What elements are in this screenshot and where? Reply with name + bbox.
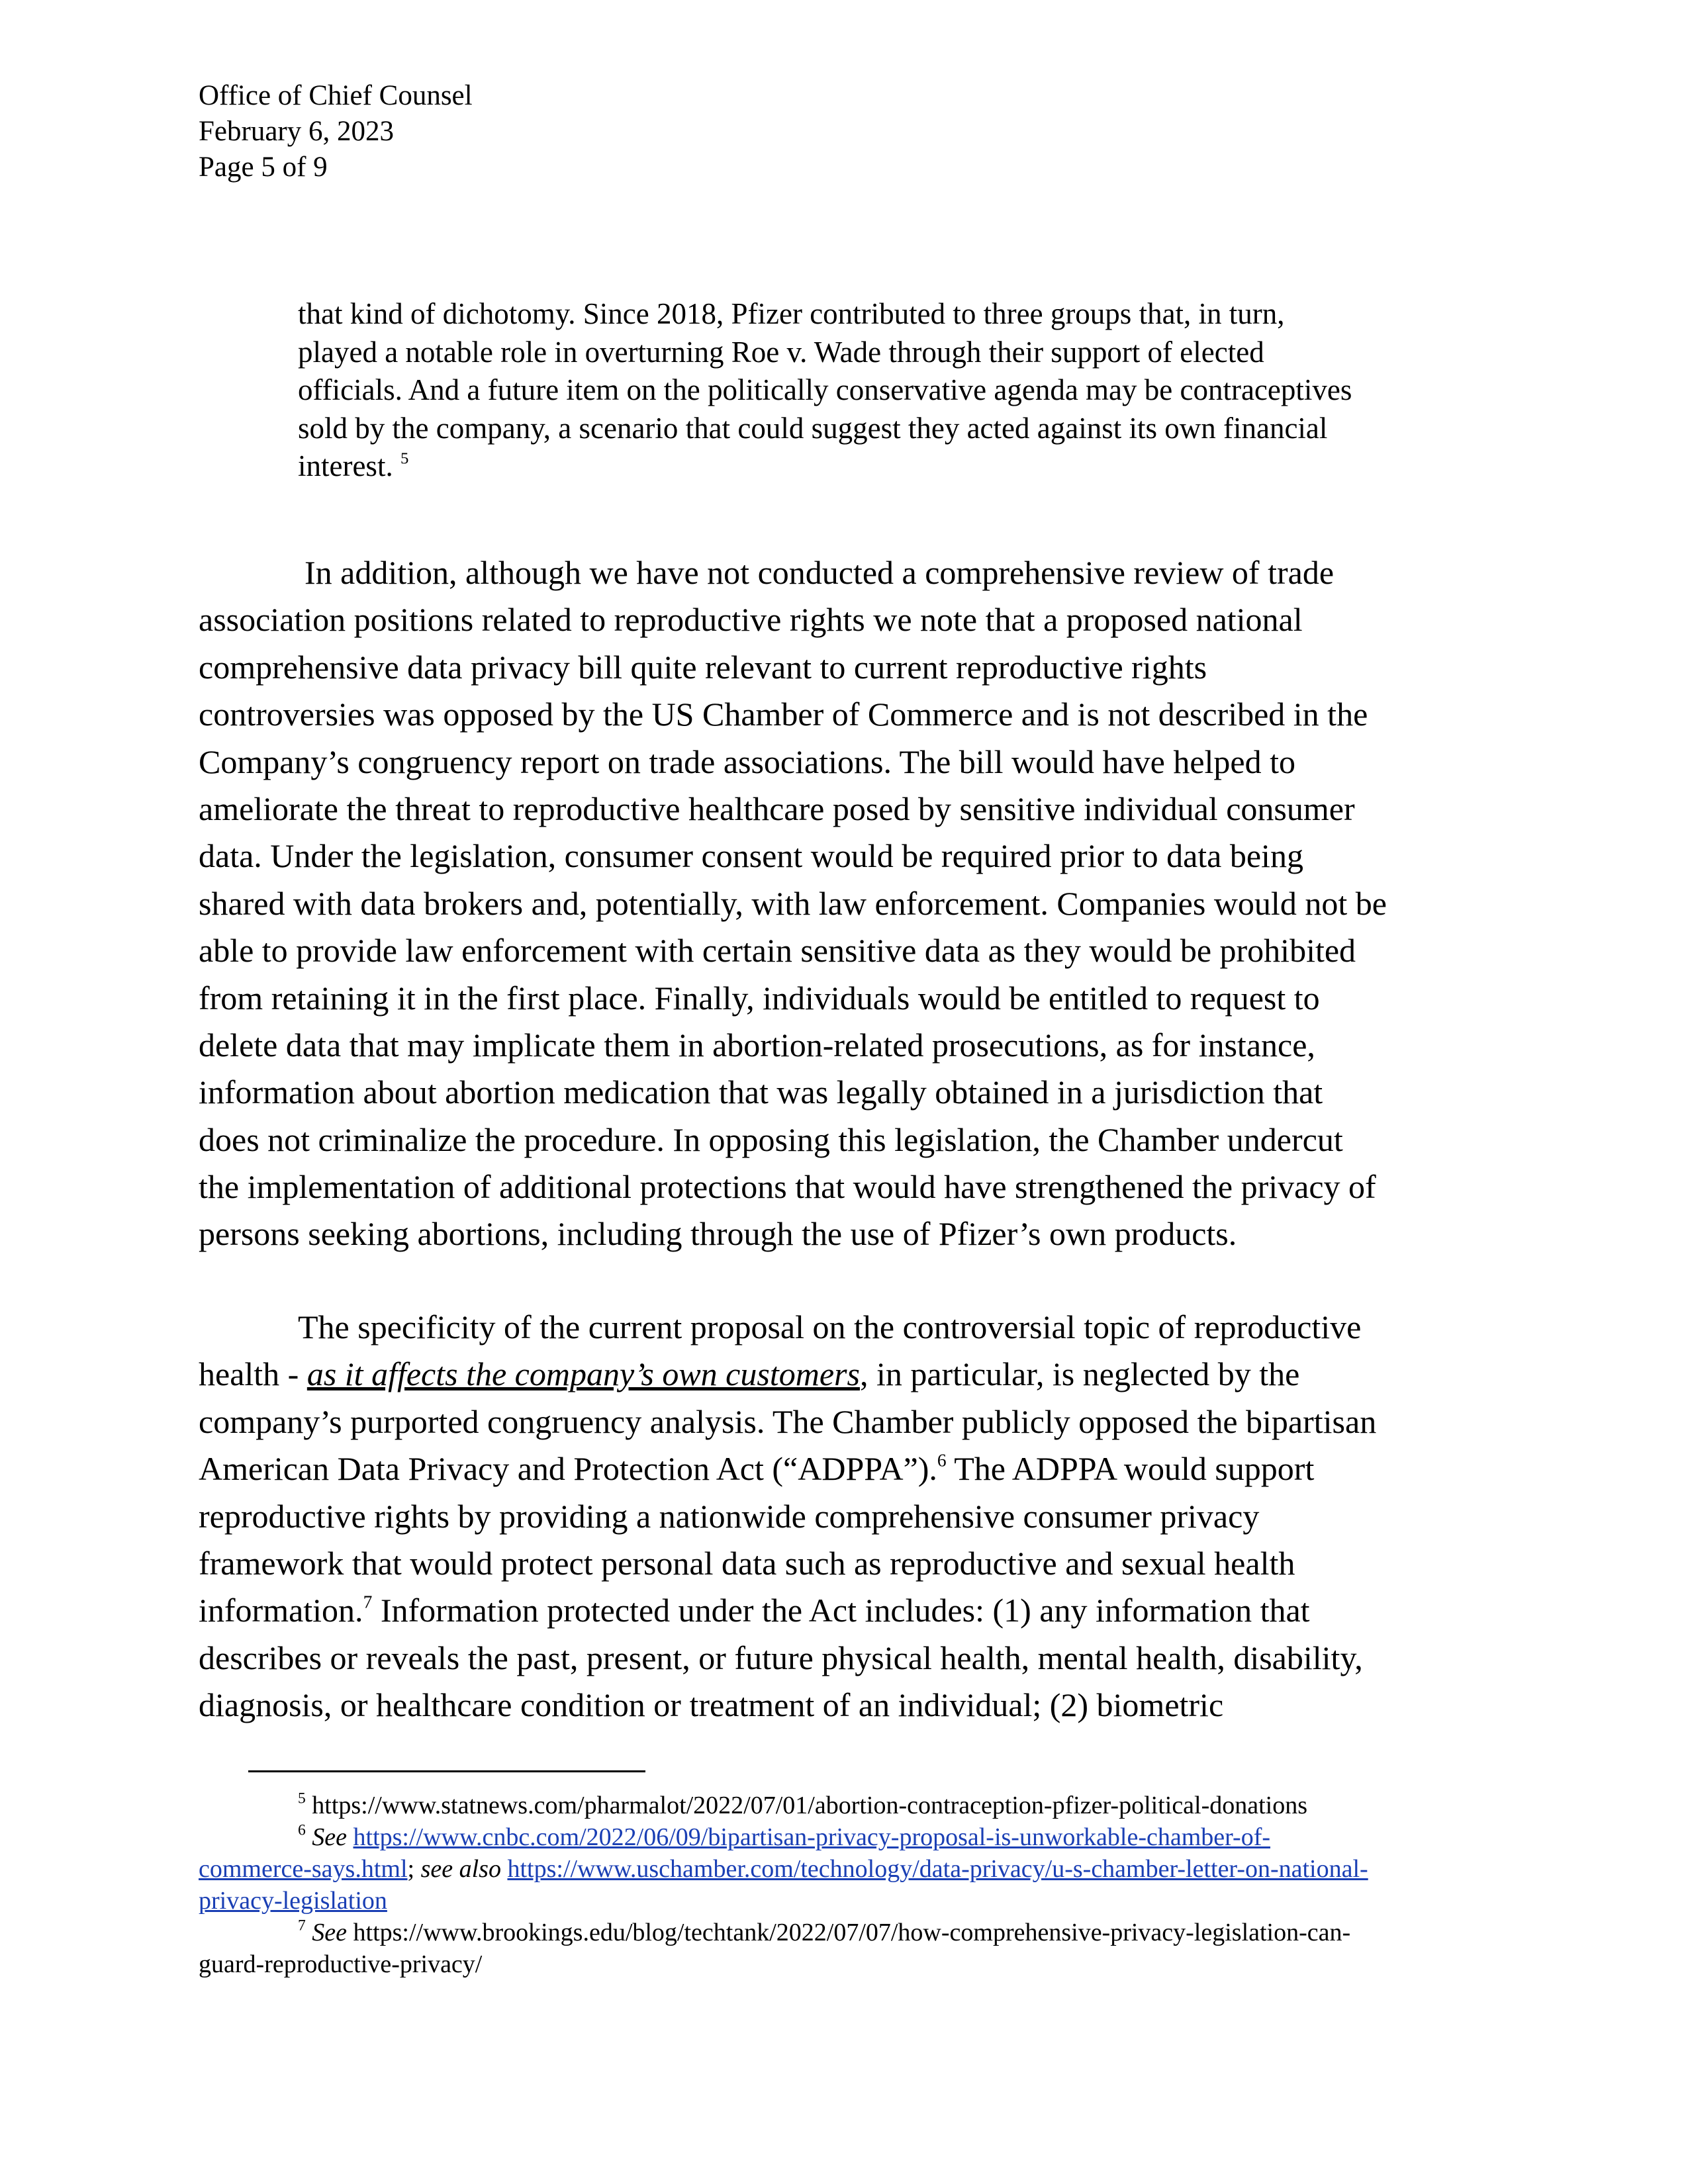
- quote-line-text: interest.: [298, 449, 393, 482]
- paragraph-text: health -: [199, 1355, 307, 1393]
- footnote-6-continued: [199, 1885, 1496, 1917]
- letter-header: [199, 78, 473, 185]
- header-page-number: Page 5 of 9: [199, 152, 328, 183]
- paragraph-line: controversies was opposed by the US Chamber of Commerce and is not described in the: [199, 696, 1368, 733]
- footnote-mark: 7: [298, 1917, 306, 1934]
- footnote-6-continued: [199, 1853, 1496, 1885]
- paragraph-text: , in particular, is neglected by the: [859, 1355, 1300, 1393]
- footnote-link-cnbc-continued[interactable]: commerce-says.html: [199, 1855, 408, 1883]
- footnote-7: [199, 1917, 1496, 1948]
- paragraph-text: American Data Privacy and Protection Act (“ADPPA”).: [199, 1450, 937, 1488]
- quote-line: played a notable role in overturning Roe v. Wade through their support of elected: [298, 335, 1264, 369]
- footnotes: [199, 1790, 1496, 1980]
- footnote-text: https://www.brookings.edu/blog/techtank/2022/07/07/how-comprehensive-privacy-legislation-can-: [353, 1919, 1351, 1946]
- paragraph-line: association positions related to reproductive rights we note that a proposed national: [199, 601, 1303, 639]
- footnote-link-uschamber[interactable]: https://www.uschamber.com/technology/data-privacy/u-s-chamber-letter-on-national-: [507, 1855, 1368, 1883]
- emphasis-text: as it affects the company’s own customers: [306, 1355, 860, 1393]
- paragraph-line: from retaining it in the first place. Finally, individuals would be entitled to request to: [199, 979, 1320, 1017]
- quote-line: that kind of dichotomy. Since 2018, Pfizer contributed to three groups that, in turn,: [298, 297, 1285, 330]
- paragraph-line: able to provide law enforcement with certain sensitive data as they would be prohibited: [199, 932, 1356, 970]
- paragraph-line: the implementation of additional protections that would have strengthened the privacy of: [199, 1168, 1376, 1206]
- paragraph-line: data. Under the legislation, consumer consent would be required prior to data being: [199, 837, 1303, 875]
- footnote-signal: see also: [420, 1855, 501, 1883]
- quote-line-last: [298, 447, 1489, 486]
- footnote-link-cnbc[interactable]: https://www.cnbc.com/2022/06/09/bipartisan-privacy-proposal-is-unworkable-chamber-of-: [353, 1823, 1271, 1851]
- paragraph-text: The ADPPA would support: [946, 1450, 1315, 1488]
- paragraph-line: [199, 1445, 1496, 1492]
- paragraph-line: [199, 1351, 1496, 1398]
- footnote-5: [199, 1790, 1496, 1821]
- footnote-separator-text: ;: [407, 1855, 421, 1883]
- paragraph-reproductive-health: [199, 1304, 1496, 1729]
- paragraph-line: comprehensive data privacy bill quite relevant to current reproductive rights: [199, 648, 1207, 686]
- footnote-link-uschamber-continued[interactable]: privacy-legislation: [199, 1887, 387, 1915]
- paragraph-line: describes or reveals the past, present, or future physical health, mental health, disability,: [199, 1639, 1363, 1676]
- paragraph-line: persons seeking abortions, including through the use of Pfizer’s own products.: [199, 1215, 1237, 1253]
- paragraph-text: information.: [199, 1592, 363, 1629]
- paragraph-text: Information protected under the Act includes: (1) any information that: [372, 1592, 1310, 1629]
- paragraph-line: diagnosis, or healthcare condition or treatment of an individual; (2) biometric: [199, 1686, 1224, 1724]
- footnote-separator: [248, 1770, 645, 1772]
- header-date: February 6, 2023: [199, 116, 394, 147]
- paragraph-line: framework that would protect personal data such as reproductive and sexual health: [199, 1544, 1295, 1582]
- footnote-mark: 6: [298, 1821, 306, 1839]
- paragraph-line: information about abortion medication that was legally obtained in a jurisdiction that: [199, 1073, 1323, 1111]
- paragraph-line: company’s purported congruency analysis. The Chamber publicly opposed the bipartisan: [199, 1402, 1377, 1440]
- footnote-6: [199, 1821, 1496, 1853]
- header-office: Office of Chief Counsel: [199, 80, 473, 111]
- paragraph-line: shared with data brokers and, potentially, with law enforcement. Companies would not be: [199, 884, 1387, 922]
- paragraph-line: In addition, although we have not conducted a comprehensive review of trade: [305, 554, 1335, 591]
- footnote-7-continued: guard-reproductive-privacy/: [199, 1950, 483, 1978]
- footnote-signal: See: [312, 1823, 348, 1851]
- footnote-signal: See: [312, 1919, 348, 1946]
- paragraph-line: The specificity of the current proposal on the controversial topic of reproductive: [298, 1308, 1362, 1345]
- paragraph-line: Company’s congruency report on trade associations. The bill would have helped to: [199, 743, 1296, 780]
- footnote-ref-6[interactable]: 6: [937, 1449, 947, 1471]
- footnote-text: https://www.statnews.com/pharmalot/2022/07/01/abortion-contraception-pfizer-political-donations: [312, 1792, 1308, 1819]
- paragraph-line: does not criminalize the procedure. In opposing this legislation, the Chamber undercut: [199, 1120, 1343, 1158]
- quote-line: sold by the company, a scenario that could suggest they acted against its own financial: [298, 411, 1328, 445]
- paragraph-line: delete data that may implicate them in abortion-related prosecutions, as for instance,: [199, 1026, 1315, 1064]
- paragraph-line: reproductive rights by providing a nationwide comprehensive consumer privacy: [199, 1497, 1260, 1535]
- quote-line: officials. And a future item on the politically conservative agenda may be contraceptives: [298, 373, 1352, 406]
- footnote-ref-5[interactable]: 5: [400, 449, 409, 468]
- paragraph-line: [199, 1587, 1496, 1634]
- block-quote: [298, 295, 1489, 486]
- footnote-mark: 5: [298, 1790, 306, 1807]
- paragraph-line: ameliorate the threat to reproductive healthcare posed by sensitive individual consumer: [199, 790, 1355, 827]
- paragraph-trade-associations: [199, 549, 1496, 1258]
- footnote-ref-7[interactable]: 7: [363, 1591, 373, 1612]
